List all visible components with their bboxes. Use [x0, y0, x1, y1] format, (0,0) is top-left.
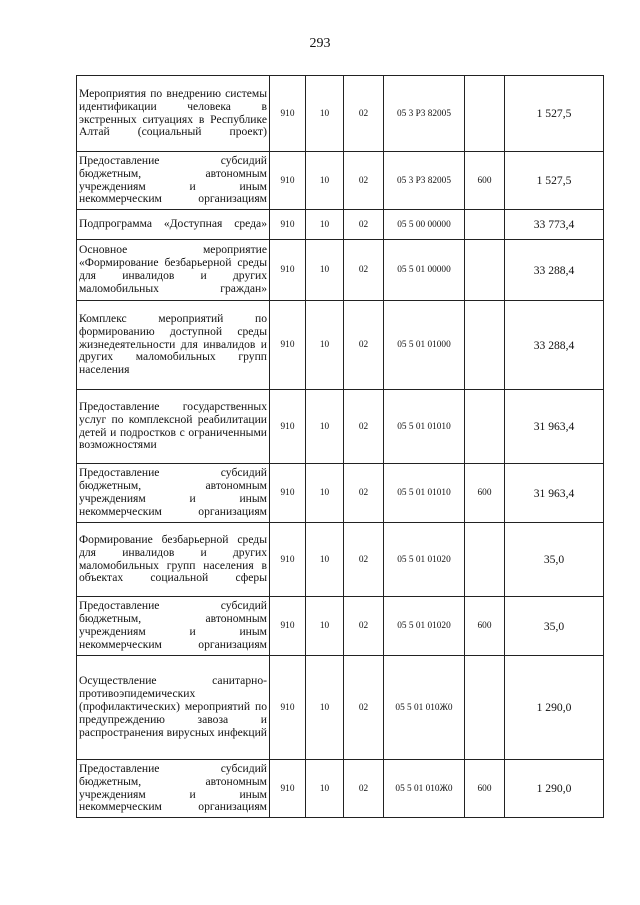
glav-cell: 910 — [270, 523, 306, 597]
razd-cell: 10 — [306, 464, 344, 523]
amount-cell: 31 963,4 — [505, 464, 604, 523]
table-row — [77, 656, 604, 760]
vr-cell: 600 — [465, 597, 505, 656]
row-name-cell: Осуществление санитарно-противоэпидемических (профилактических) мероприятий по предупреждению завоза и распространения вирусных инфекций — [77, 656, 270, 760]
budget-table-body — [77, 76, 604, 818]
podrazd-cell: 02 — [344, 760, 384, 818]
table-row — [77, 464, 604, 523]
table-row — [77, 240, 604, 301]
razd-cell: 10 — [306, 76, 344, 152]
podrazd-cell: 02 — [344, 76, 384, 152]
glav-cell: 910 — [270, 390, 306, 464]
csr-cell: 05 3 P3 82005 — [384, 152, 465, 210]
table-row — [77, 760, 604, 818]
csr-cell: 05 5 01 01010 — [384, 464, 465, 523]
row-name-cell: Подпрограмма «Доступная среда» — [77, 210, 270, 240]
podrazd-cell: 02 — [344, 523, 384, 597]
vr-cell — [465, 390, 505, 464]
budget-table — [76, 75, 604, 818]
razd-cell: 10 — [306, 210, 344, 240]
table-row — [77, 523, 604, 597]
glav-cell: 910 — [270, 301, 306, 390]
csr-cell: 05 5 01 01020 — [384, 523, 465, 597]
vr-cell — [465, 76, 505, 152]
glav-cell: 910 — [270, 656, 306, 760]
amount-cell: 33 773,4 — [505, 210, 604, 240]
amount-cell: 33 288,4 — [505, 301, 604, 390]
podrazd-cell: 02 — [344, 210, 384, 240]
page-number: 293 — [309, 36, 331, 51]
amount-cell: 1 290,0 — [505, 760, 604, 818]
vr-cell — [465, 210, 505, 240]
csr-cell: 05 5 01 00000 — [384, 240, 465, 301]
amount-cell: 35,0 — [505, 597, 604, 656]
razd-cell: 10 — [306, 301, 344, 390]
amount-cell: 1 527,5 — [505, 76, 604, 152]
row-name-cell: Предоставление субсидий бюджетным, автономным учреждениям и иным некоммерческим организациям — [77, 464, 270, 523]
row-name-cell: Предоставление субсидий бюджетным, автономным учреждениям и иным некоммерческим организациям — [77, 152, 270, 210]
podrazd-cell: 02 — [344, 464, 384, 523]
amount-cell: 1 290,0 — [505, 656, 604, 760]
podrazd-cell: 02 — [344, 656, 384, 760]
amount-cell: 1 527,5 — [505, 152, 604, 210]
podrazd-cell: 02 — [344, 301, 384, 390]
row-name-cell: Формирование безбарьерной среды для инвалидов и других маломобильных групп населения в объектах социальной сферы — [77, 523, 270, 597]
glav-cell: 910 — [270, 760, 306, 818]
row-name-cell: Предоставление государственных услуг по комплексной реабилитации детей и подростков с ограниченными возможностями — [77, 390, 270, 464]
podrazd-cell: 02 — [344, 390, 384, 464]
csr-cell: 05 5 01 010Ж0 — [384, 656, 465, 760]
razd-cell: 10 — [306, 656, 344, 760]
table-row — [77, 152, 604, 210]
csr-cell: 05 5 01 01020 — [384, 597, 465, 656]
podrazd-cell: 02 — [344, 597, 384, 656]
razd-cell: 10 — [306, 523, 344, 597]
amount-cell: 31 963,4 — [505, 390, 604, 464]
razd-cell: 10 — [306, 240, 344, 301]
row-name-cell: Комплекс мероприятий по формированию доступной среды жизнедеятельности для инвалидов и других маломобильных групп населения — [77, 301, 270, 390]
razd-cell: 10 — [306, 152, 344, 210]
glav-cell: 910 — [270, 76, 306, 152]
row-name-cell: Основное мероприятие «Формирование безбарьерной среды для инвалидов и других маломобильных граждан» — [77, 240, 270, 301]
table-row — [77, 301, 604, 390]
vr-cell: 600 — [465, 464, 505, 523]
glav-cell: 910 — [270, 464, 306, 523]
table-row — [77, 597, 604, 656]
table-row — [77, 76, 604, 152]
glav-cell: 910 — [270, 210, 306, 240]
row-name-cell: Мероприятия по внедрению системы идентификации человека в экстренных ситуациях в Республике Алтай (социальный проект) — [77, 76, 270, 152]
table-row — [77, 210, 604, 240]
csr-cell: 05 5 01 01010 — [384, 390, 465, 464]
vr-cell — [465, 240, 505, 301]
row-name-cell: Предоставление субсидий бюджетным, автономным учреждениям и иным некоммерческим организациям — [77, 760, 270, 818]
glav-cell: 910 — [270, 597, 306, 656]
glav-cell: 910 — [270, 152, 306, 210]
podrazd-cell: 02 — [344, 240, 384, 301]
csr-cell: 05 5 01 01000 — [384, 301, 465, 390]
csr-cell: 05 5 00 00000 — [384, 210, 465, 240]
amount-cell: 33 288,4 — [505, 240, 604, 301]
amount-cell: 35,0 — [505, 523, 604, 597]
razd-cell: 10 — [306, 760, 344, 818]
vr-cell — [465, 301, 505, 390]
csr-cell: 05 3 P3 82005 — [384, 76, 465, 152]
vr-cell: 600 — [465, 760, 505, 818]
glav-cell: 910 — [270, 240, 306, 301]
row-name-cell: Предоставление субсидий бюджетным, автономным учреждениям и иным некоммерческим организациям — [77, 597, 270, 656]
razd-cell: 10 — [306, 390, 344, 464]
vr-cell: 600 — [465, 152, 505, 210]
vr-cell — [465, 656, 505, 760]
vr-cell — [465, 523, 505, 597]
podrazd-cell: 02 — [344, 152, 384, 210]
csr-cell: 05 5 01 010Ж0 — [384, 760, 465, 818]
razd-cell: 10 — [306, 597, 344, 656]
table-row — [77, 390, 604, 464]
